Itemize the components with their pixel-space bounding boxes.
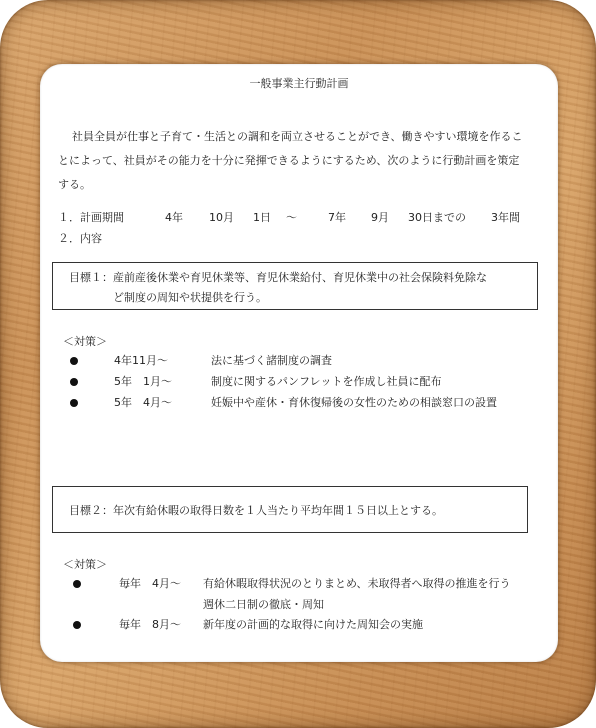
goal1-line2: ど制度の周知や状提供を行う。 [113, 291, 267, 304]
measure-date: 5年 1月～ [114, 375, 172, 388]
plan-period-end-year: 7年 [328, 211, 346, 224]
measure-text: 有給休暇取得状況のとりまとめ、未取得者へ取得の推進を行う [203, 577, 511, 590]
bullet-icon [70, 399, 78, 407]
goal2-line1: 目標２：年次有給休暇の取得日数を１人当たり平均年間１５日以上とする。 [69, 504, 443, 517]
goal2-box [52, 486, 528, 533]
plan-period-end-month: 9月 [371, 211, 389, 224]
intro-line: 社員全員が仕事と子育て・生活との調和を両立させることができ、働きやすい環境を作るこ [72, 130, 523, 143]
document-title: 一般事業主行動計画 [249, 77, 349, 90]
measure-text-continued: 週休二日制の徹底・周知 [203, 598, 324, 611]
measure-text: 制度に関するパンフレットを作成し社員に配布 [211, 375, 442, 388]
document-paper [40, 64, 558, 662]
bullet-icon [73, 621, 81, 629]
measure-text: 新年度の計画的な取得に向けた周知会の実施 [203, 618, 423, 631]
plan-period-label: １．計画期間 [58, 211, 124, 224]
measure-date: 毎年 8月～ [119, 618, 181, 631]
intro-line: とによって、社員がその能力を十分に発揮できるようにするため、次のように行動計画を策定 [58, 154, 520, 167]
measure-date: 毎年 4月～ [119, 577, 181, 590]
intro-paragraph [58, 125, 548, 197]
bullet-icon [70, 378, 78, 386]
content-label: ２．内容 [58, 232, 102, 245]
measure-text: 妊娠中や産休・育休復帰後の女性のための相談窓口の設置 [211, 396, 497, 409]
goal1-line1: 目標１：産前産後休業や育児休業等、育児休業給付、育児休業中の社会保険料免除な [69, 271, 487, 284]
plan-period-start-day: 1日 [253, 211, 271, 224]
bullet-icon [70, 357, 78, 365]
intro-line: する。 [58, 178, 91, 191]
plan-period-tilde: ～ [286, 211, 297, 224]
measures2-label: ＜対策＞ [63, 558, 107, 571]
measure-date: 4年11月～ [114, 354, 168, 367]
plan-period-start-month: 10月 [209, 211, 234, 224]
measures1-label: ＜対策＞ [63, 335, 107, 348]
goal1-box [52, 262, 538, 310]
measure-date: 5年 4月～ [114, 396, 172, 409]
plan-period-duration: 3年間 [491, 211, 520, 224]
plan-period-end-day: 30日までの [408, 211, 466, 224]
bullet-icon [73, 580, 81, 588]
plan-period-start-year: 4年 [165, 211, 183, 224]
measure-text: 法に基づく諸制度の調査 [211, 354, 332, 367]
